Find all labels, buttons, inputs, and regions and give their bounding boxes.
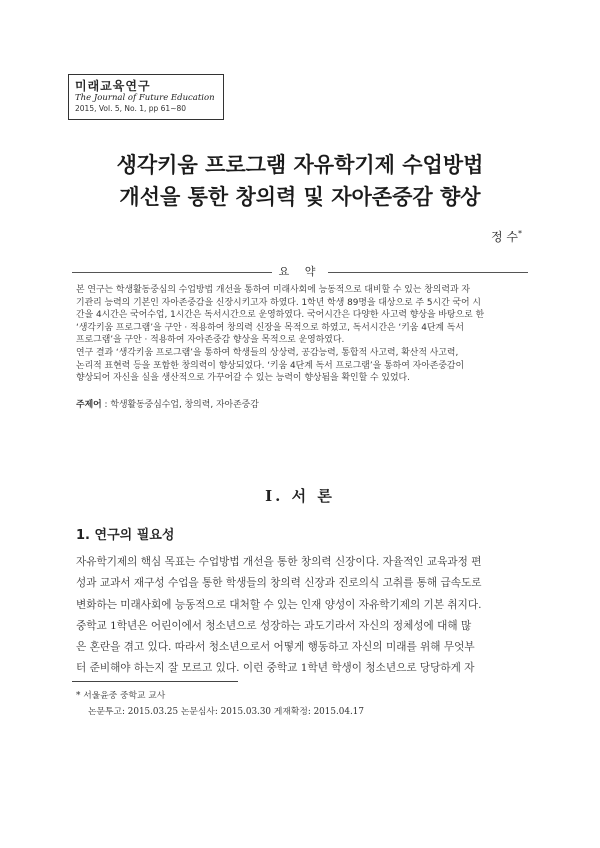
abstract-rule-right	[328, 272, 528, 273]
abstract-line: 기관리 능력의 기본인 자아존중감을 신장시키고자 하였다. 1학년 학생 89명을 대상으로 주 5시간 국어 시	[76, 297, 482, 308]
body-line: 은 혼란을 겪고 있다. 따라서 청소년으로서 어떻게 행동하고 자신의 미래를 위해 무엇부	[76, 641, 475, 654]
body-line: 중학교 1학년은 어린이에서 청소년으로 성장하는 과도기라서 자신의 정체성에 대해 많	[76, 619, 472, 632]
footnote-dates: 논문투고: 2015.03.25 논문심사: 2015.03.30 게재확정: 2015.04.17	[88, 707, 364, 717]
abstract-line: 논리적 표현력 등을 포함한 창의력이 향상되었다. ‘키움 4단계 독서 프로그램’을 통하여 자아존중감이	[76, 360, 465, 371]
body-line: 터 준비해야 하는지 잘 모르고 있다. 이런 중학교 1학년 학생이 청소년으로 당당하게 자	[76, 662, 475, 675]
abstract-line: 본 연구는 학생활동중심의 수업방법 개선을 통하여 미래사회에 능동적으로 대비할 수 있는 창의력과 자	[76, 285, 470, 295]
journal-name-english: The Journal of Future Education	[75, 93, 215, 103]
abstract-header	[72, 265, 528, 279]
keywords-label: 주제어	[76, 400, 102, 410]
abstract-line: 향상되어 자신을 실을 생산적으로 가꾸어갈 수 있는 능력이 향상됨을 확인할 수 있었다.	[76, 373, 410, 384]
body-line: 변화하는 미래사회에 능동적으로 대처할 수 있는 인재 양성이 자유학기제의 기본 취지다.	[76, 598, 482, 611]
abstract-line: 연구 결과 ‘생각키움 프로그램’을 통하여 학생들의 상상력, 공감능력, 통합적 사고력, 확산적 사고력,	[76, 347, 459, 358]
abstract-body	[76, 284, 526, 385]
author-name: 정 수	[491, 230, 518, 244]
author-footnote-mark: *	[518, 229, 522, 238]
keywords-text: : 학생활동중심수업, 창의력, 자아존중감	[101, 400, 259, 410]
abstract-label: 요 약	[278, 265, 322, 278]
journal-volume: 2015, Vol. 5, No. 1, pp 61~80	[75, 104, 187, 113]
journal-info-box	[68, 74, 224, 120]
body-line: 성과 교과서 재구성 수업을 통한 학생들의 창의력 신장과 진로의식 고취를 통해 급속도로	[76, 577, 482, 590]
footnote-affiliation: * 서울윤중 중학교 교사	[76, 691, 166, 701]
paper-title-line-2: 개선을 통한 창의력 및 자아존중감 향상	[119, 185, 481, 209]
abstract-line: 프로그램’을 구안 · 적용하여 자아존중감 향상을 목적으로 운영하였다.	[76, 335, 345, 346]
abstract-line: ‘생각키움 프로그램’을 구안 · 적용하여 창의력 신장을 목적으로 하였고, 독서시간은 ‘키움 4단계 독서	[76, 322, 464, 333]
body-text	[76, 552, 526, 680]
journal-name-korean: 미래교육연구	[75, 79, 151, 93]
subsection-heading: 1. 연구의 필요성	[76, 528, 175, 543]
body-line: 자유학기제의 핵심 목표는 수업방법 개선을 통한 창의력 신장이다. 자율적인 교육과정 편	[76, 556, 482, 568]
section-heading: I. 서 론	[265, 487, 335, 505]
abstract-line: 간을 4시간은 국어수업, 1시간은 독서시간으로 운영하였다. 국어시간은 다양한 사고력 향상을 바탕으로 한	[76, 310, 485, 321]
footnote-divider	[72, 681, 238, 682]
author	[491, 228, 522, 245]
keywords	[76, 397, 259, 410]
paper-title-line-1: 생각키움 프로그램 자유학기제 수업방법	[116, 153, 484, 177]
